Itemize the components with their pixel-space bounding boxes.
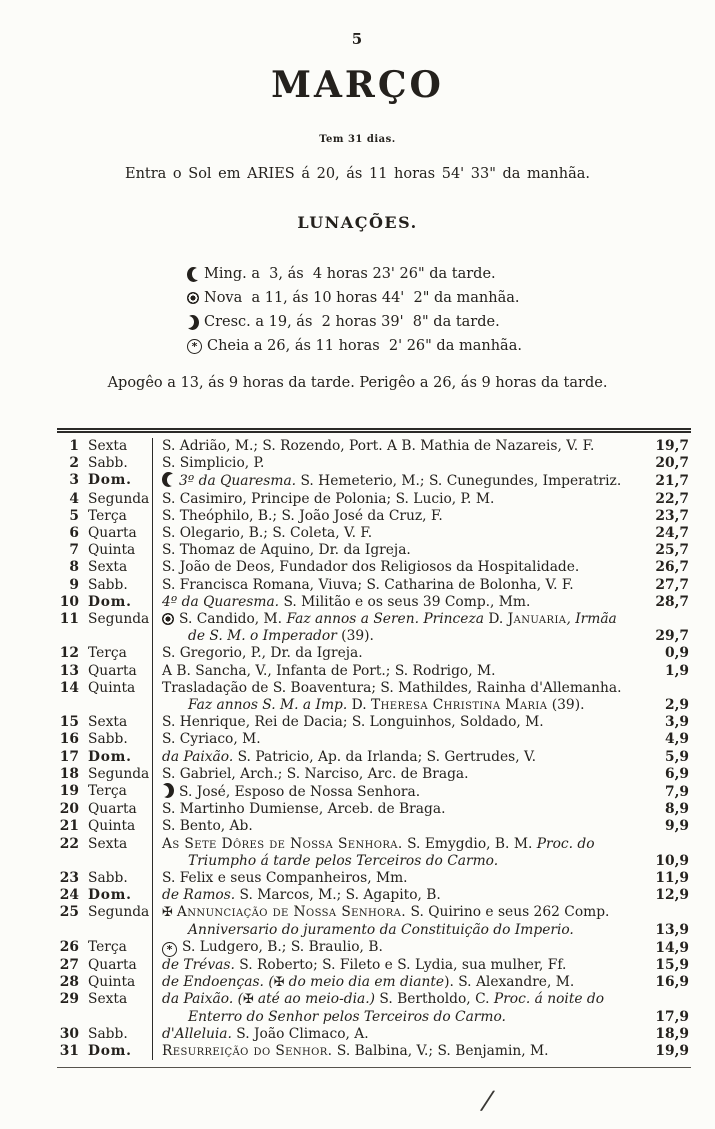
day-number: 28 [59,974,79,991]
day-number: 12 [59,645,79,662]
day-value: 5,9 [664,748,689,765]
day-number: 22 [59,835,79,852]
day-entry [152,714,637,731]
day-entry [152,438,637,455]
calendar-row [57,611,691,645]
text-segment: de Ramos. [162,887,236,904]
entry-line [162,783,637,801]
calendar-row [57,731,691,748]
day-value: 15,9 [655,956,689,973]
entry-line [162,991,637,1008]
lunations-list [187,262,522,358]
weekday-label: Quinta [88,542,136,559]
page-number: 5 [351,30,364,48]
text-segment: , Irmãa [566,611,617,628]
sun-entry-line: Entra o Sol em ARIES á 20, ás 11 horas 54' 33" da manhãa. [124,166,591,182]
text-segment: d'Alleluia. [162,1025,232,1042]
entry-line [162,680,637,697]
day-entry [152,904,637,938]
text-segment: Proc. do [536,835,595,852]
waning-moon-icon [187,267,199,282]
day-value: 0,9 [664,645,689,662]
day-value: 14,9 [655,939,689,956]
text-segment: Triumpho á tarde pelos Terceiros do Carmo. [188,852,499,869]
entry-line [162,749,637,766]
day-entry [152,663,637,680]
day-value: 20,7 [655,455,689,472]
entry-line [162,853,637,870]
calendar-row [57,525,691,542]
calendar-row [57,887,691,904]
day-entry [152,577,637,594]
weekday-label: Segunda [88,765,150,782]
text-segment: S. Casimiro, Principe de Polonia; S. Lucio, P. M. [162,490,495,507]
entry-line [162,801,637,818]
calendar-row [57,818,691,835]
weekday-label: Terça [88,783,127,800]
weekday-label: Sabb. [88,731,128,748]
calendar-row [57,801,691,818]
calendar-row [57,542,691,559]
day-number: 7 [69,542,79,559]
day-value: 9,9 [664,818,689,835]
calendar-row [57,870,691,887]
calendar-row [57,680,691,714]
text-segment: Proc. á noite do [493,991,605,1008]
entry-line [162,628,637,645]
entry-line [162,1009,637,1026]
weekday-label: Segunda [88,490,150,507]
lunation-text: Nova a 11, ás 10 horas 44' 2" da manhãa. [204,290,520,306]
day-value: 27,7 [655,576,689,593]
day-number: 16 [59,731,79,748]
day-number: 15 [59,714,79,731]
entry-line [162,491,637,508]
day-number: 2 [69,455,79,472]
text-segment: 3º da Quaresma. [179,473,297,490]
weekday-label: Sexta [88,835,128,852]
weekday-label: Sexta [88,559,128,576]
day-number: 5 [69,507,79,524]
day-number: 8 [69,559,79,576]
calendar-row [57,904,691,938]
text-segment: S. João de Deos, Fundador dos Religiosos da Hospitalidade. [162,559,580,576]
text-segment: Resurreição do Senhor. [162,1042,333,1059]
text-segment: S. João Climaco, A. [231,1025,369,1042]
day-entry [152,887,637,904]
text-segment: (39). [547,697,585,714]
full-moon-icon: * [187,339,202,354]
lunation-item [187,334,522,358]
day-entry [152,472,637,490]
lunation-item [187,310,522,334]
new-moon-icon [162,613,174,625]
day-value: 21,7 [655,473,689,490]
day-value: 12,9 [655,887,689,904]
lunation-text: Ming. a 3, ás 4 horas 23' 26" da tarde. [204,266,496,282]
entry-line [162,455,637,472]
calendar-row [57,714,691,731]
day-value: 19,7 [655,438,689,454]
text-segment: S. Bento, Ab. [162,818,253,835]
text-segment: S. Patricio, Ap. da Irlanda; S. Gertrudes, V. [233,748,536,765]
weekday-label: Sexta [88,714,128,731]
text-segment: Faz annos a Seren. Princeza [286,611,484,628]
day-number: 10 [59,593,79,610]
weekday-label: Terça [88,938,127,955]
text-segment: S. José, Esposo de Nossa Senhora. [179,784,421,801]
calendar-row [57,991,691,1025]
text-segment: S. Theóphilo, B.; S. João José da Cruz, F. [162,507,443,524]
text-segment: do meio dia em diante [288,974,445,991]
calendar-row [57,1043,691,1060]
text-segment: Annunciação de Nossa Senhora. [176,904,407,921]
weekday-label: Terça [88,645,127,662]
day-value: 29,7 [655,628,689,645]
day-value: 10,9 [655,852,689,869]
day-entry [152,611,637,645]
day-value: 6,9 [664,765,689,782]
weekday-label: Sabb. [88,455,128,472]
text-segment: S. Thomaz de Aquino, Dr. da Igreja. [162,542,411,559]
lunation-item [187,286,522,310]
calendar-row [57,472,691,490]
text-segment: de S. M. o Imperador [188,628,337,645]
day-value: 2,9 [664,697,689,714]
calendar-row [57,974,691,991]
day-number: 13 [59,662,79,679]
text-segment: S. Henrique, Rei de Dacia; S. Longuinhos, Soldado, M. [162,714,544,731]
text-segment: até ao meio-dia.) [257,991,375,1008]
calendar-row [57,766,691,783]
text-segment: Januaria [507,611,567,628]
weekday-label: Sabb. [88,870,128,887]
entry-line [162,525,637,542]
entry-line [162,922,637,939]
cross-icon: ✠ [242,992,254,1008]
day-entry [152,957,637,974]
entry-line [162,1026,637,1043]
weekday-label: Dom. [88,593,132,610]
lunation-text: Cresc. a 19, ás 2 horas 39' 8" da tarde. [204,314,500,330]
text-segment: S. Olegario, B.; S. Coleta, V. F. [162,525,373,542]
text-segment: S. Gabriel, Arch.; S. Narciso, Arc. de Braga. [162,765,469,782]
text-segment: S. Candido, M. [179,611,287,628]
entry-line [162,957,637,974]
text-segment: S. Quirino e seus 262 Comp. [406,904,610,921]
day-entry [152,645,637,662]
day-value: 3,9 [664,714,689,731]
text-segment: de Trévas. [162,956,235,973]
day-entry [152,801,637,818]
day-number: 14 [59,679,79,696]
new-moon-icon [187,292,199,304]
days-count-note: Tem 31 dias. [319,134,396,145]
entry-line [162,611,637,628]
text-segment: S. Hemeterio, M.; S. Cunegundes, Imperatriz. [296,473,622,490]
apogee-perigee-line: Apogêo a 13, ás 9 horas da tarde. Perigêo a 26, ás 9 horas da tarde. [107,375,608,391]
weekday-label: Quarta [88,662,137,679]
entry-line [162,663,637,680]
day-value: 11,9 [655,870,689,887]
month-title: MARÇO [271,64,444,106]
calendar-row [57,559,691,576]
day-number: 17 [59,748,79,765]
day-number: 29 [59,991,79,1008]
entry-line [162,939,637,957]
weekday-label: Dom. [88,1042,132,1059]
waning-moon-icon [162,472,174,487]
day-value: 16,9 [655,974,689,991]
day-entry [152,525,637,542]
calendar-row [57,577,691,594]
waxing-moon-icon [187,315,199,330]
day-number: 11 [59,611,79,628]
weekday-label: Dom. [88,748,132,765]
day-value: 19,9 [655,1042,689,1059]
entry-line [162,904,637,921]
weekday-label: Sexta [88,438,128,454]
text-segment: Anniversario do juramento da Constituição do Imperio. [188,921,574,938]
entry-line [162,818,637,835]
day-entry [152,508,637,525]
full-moon-icon: * [162,942,177,957]
entry-line [162,697,637,714]
text-segment: da Paixão. ( [162,991,243,1008]
day-entry [152,749,637,766]
day-number: 19 [59,783,79,800]
day-value: 22,7 [655,490,689,507]
text-segment: Faz annos S. M. a Imp. [188,697,348,714]
text-segment: ). S. Alexandre, M. [444,974,575,991]
day-value: 18,9 [655,1025,689,1042]
calendar-row [57,455,691,472]
entry-line [162,714,637,731]
day-entry [152,974,637,991]
day-number: 21 [59,818,79,835]
text-segment: Enterro do Senhor pelos Terceiros do Carmo. [188,1008,506,1025]
day-entry [152,991,637,1025]
calendar-row [57,836,691,870]
day-entry [152,1026,637,1043]
text-segment: 4º da Quaresma. [162,593,280,610]
calendar-row [57,438,691,455]
day-number: 24 [59,887,79,904]
weekday-label: Quinta [88,818,136,835]
calendar-row [57,957,691,974]
day-entry [152,455,637,472]
day-value: 1,9 [664,662,689,679]
day-number: 9 [69,576,79,593]
text-segment: S. Felix e seus Companheiros, Mm. [162,870,408,887]
text-segment: S. Bertholdo, C. [375,991,494,1008]
day-number: 31 [59,1042,79,1059]
text-segment: S. Balbina, V.; S. Benjamin, M. [332,1042,549,1059]
day-number: 1 [69,438,79,454]
stray-ink-mark: / [481,1085,494,1117]
weekday-label: Dom. [88,472,132,489]
text-segment: D. [347,697,372,714]
calendar-row [57,594,691,611]
day-entry [152,731,637,748]
day-number: 30 [59,1025,79,1042]
text-segment: S. Roberto; S. Fileto e S. Lydia, sua mulher, Ff. [234,956,567,973]
lunation-text: Cheia a 26, ás 11 horas 2' 26" da manhãa. [207,338,522,354]
lunation-item [187,262,522,286]
waxing-moon-icon [162,783,174,798]
text-segment: S. Gregorio, P., Dr. da Igreja. [162,645,363,662]
entry-line [162,1043,637,1060]
entry-line [162,974,637,991]
calendar-row [57,939,691,957]
day-value: 23,7 [655,507,689,524]
day-value: 25,7 [655,542,689,559]
day-entry [152,939,637,957]
day-entry [152,1043,637,1060]
day-entry [152,766,637,783]
day-number: 4 [69,490,79,507]
day-value: 17,9 [655,1008,689,1025]
weekday-label: Quarta [88,956,137,973]
day-entry [152,680,637,714]
weekday-label: Sexta [88,991,128,1008]
entry-line [162,594,637,611]
day-entry [152,870,637,887]
text-segment: S. Simplicio, P. [162,455,265,472]
weekday-label: Segunda [88,904,150,921]
entry-line [162,731,637,748]
entry-line [162,438,637,455]
calendar-row [57,749,691,766]
calendar-row [57,508,691,525]
text-segment: S. Cyriaco, M. [162,731,261,748]
entry-line [162,508,637,525]
cross-icon: ✠ [162,905,173,921]
day-value: 26,7 [655,559,689,576]
weekday-label: Segunda [88,611,150,628]
weekday-label: Quinta [88,974,136,991]
entry-line [162,870,637,887]
day-value: 8,9 [664,801,689,818]
day-number: 18 [59,765,79,782]
weekday-label: Sabb. [88,1025,128,1042]
day-entry [152,559,637,576]
day-value: 24,7 [655,525,689,542]
day-entry [152,836,637,870]
day-value: 28,7 [655,593,689,610]
text-segment: As Sete Dôres de Nossa Senhora. [162,835,403,852]
day-entry [152,542,637,559]
entry-line [162,766,637,783]
text-segment: A B. Sancha, V., Infanta de Port.; S. Rodrigo, M. [162,662,496,679]
day-number: 20 [59,801,79,818]
weekday-label: Terça [88,507,127,524]
day-number: 25 [59,904,79,921]
entry-line [162,887,637,904]
day-number: 26 [59,938,79,955]
cross-icon: ✠ [273,975,285,991]
text-segment: D. [483,611,508,628]
day-entry [152,818,637,835]
text-segment: S. Emygdio, B. M. [402,835,537,852]
lunations-title: LUNAÇÕES. [297,213,418,232]
text-segment: S. Francisca Romana, Viuva; S. Catharina de Bolonha, V. F. [162,576,574,593]
entry-line [162,577,637,594]
day-value: 13,9 [655,921,689,938]
text-segment: (39). [336,628,374,645]
calendar-row [57,663,691,680]
text-segment: S. Adrião, M.; S. Rozendo, Port. A B. Mathia de Nazareis, V. F. [162,438,595,454]
text-segment: de Endoenças. ( [162,974,274,991]
calendar-row [57,783,691,801]
entry-line [162,836,637,853]
entry-line [162,559,637,576]
day-number: 23 [59,870,79,887]
calendar-table [57,428,691,1068]
day-entry [152,783,637,801]
day-entry [152,594,637,611]
weekday-label: Sabb. [88,576,128,593]
text-segment: Theresa Christina Maria [371,697,548,714]
text-segment: S. Ludgero, B.; S. Braulio, B. [182,938,383,955]
weekday-label: Quarta [88,525,137,542]
weekday-label: Dom. [88,887,132,904]
day-number: 6 [69,525,79,542]
day-value: 4,9 [664,731,689,748]
day-entry [152,491,637,508]
calendar-row [57,1026,691,1043]
weekday-label: Quarta [88,801,137,818]
text-segment: S. Martinho Dumiense, Arceb. de Braga. [162,801,446,818]
entry-line [162,645,637,662]
day-number: 3 [69,472,79,489]
text-segment: S. Marcos, M.; S. Agapito, B. [235,887,441,904]
entry-line [162,542,637,559]
text-segment: S. Militão e os seus 39 Comp., Mm. [279,593,531,610]
weekday-label: Quinta [88,679,136,696]
text-segment: Trasladação de S. Boaventura; S. Mathildes, Rainha d'Allemanha. [162,679,622,696]
day-value: 7,9 [664,784,689,801]
text-segment: da Paixão. [162,748,234,765]
calendar-row [57,645,691,662]
day-number: 27 [59,956,79,973]
calendar-row [57,491,691,508]
entry-line [162,472,637,490]
